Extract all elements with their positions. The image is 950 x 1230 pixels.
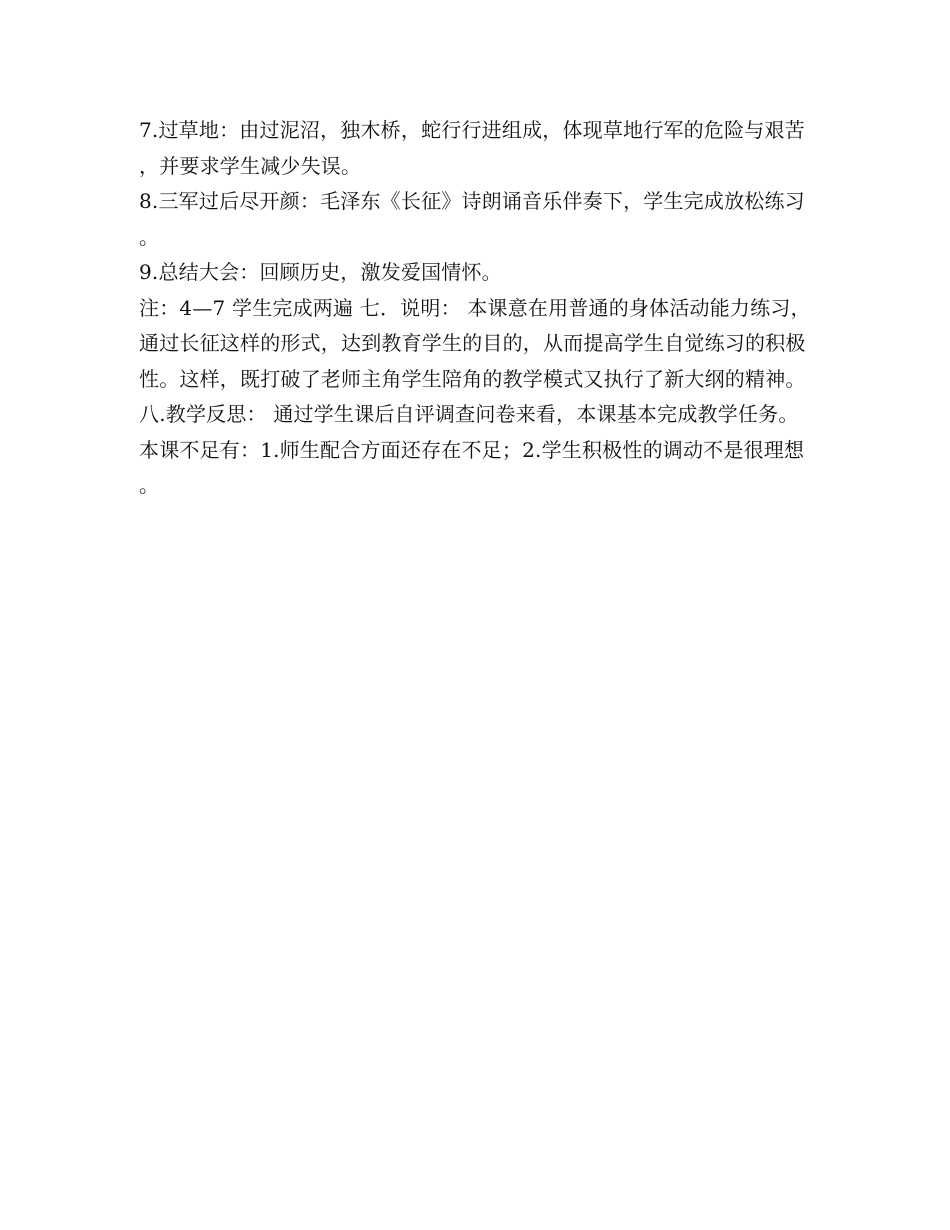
paragraph-summary-meeting: 9.总结大会：回顾历史，激发爱国情怀。 (139, 260, 502, 284)
paragraph-note-explanation: 注：4—7 学生完成两遍 七．说明： 本课意在用普通的身体活动能力练习，通过长征这样的形式，达到教育学生的目的，从而提高学生自觉练习的积极性。这样，既打破了老师主角学生陪角的教学模式又执行了新大纲的精神。 (139, 295, 811, 391)
document-body (139, 113, 815, 504)
paragraph-relaxation: 8.三军过后尽开颜：毛泽东《长征》诗朗诵音乐伴奏下，学生完成放松练习。 (139, 189, 805, 249)
paragraph-teaching-reflection: 八.教学反思： 通过学生课后自评调查问卷来看，本课基本完成教学任务。 (139, 402, 799, 426)
paragraph-shortcomings: 本课不足有：1.师生配合方面还存在不足；2.学生积极性的调动不是很理想。 (139, 437, 805, 497)
paragraph-cross-grassland: 7.过草地：由过泥沼，独木桥，蛇行行进组成，体现草地行军的危险与艰苦，并要求学生减少失误。 (139, 118, 805, 178)
